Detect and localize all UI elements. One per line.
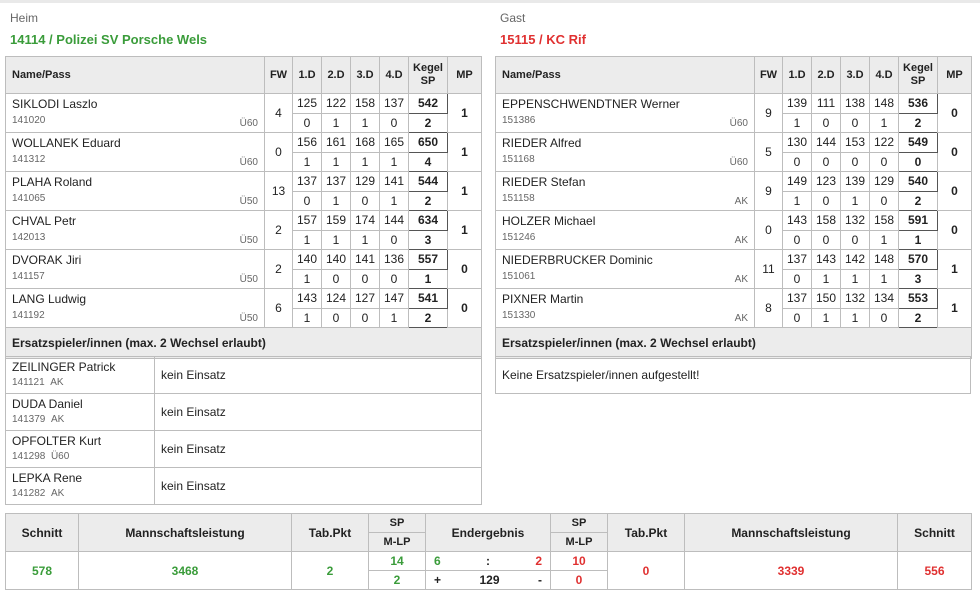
player-sp: 3	[899, 269, 938, 289]
player-lane-point: 1	[812, 269, 841, 289]
player-name-cell	[496, 211, 755, 250]
sub-name: OPFOLTER Kurt	[12, 434, 102, 448]
player-lane-point: 0	[870, 308, 899, 328]
home-mannschaft-value: 3468	[79, 552, 292, 590]
player-row	[496, 211, 972, 231]
endergebnis-label: Endergebnis	[426, 514, 551, 552]
player-lane-score: 148	[870, 94, 899, 114]
player-name-cell	[496, 172, 755, 211]
player-pass: 151158	[502, 193, 535, 204]
player-kegel: 540	[899, 172, 938, 192]
player-pass: 141192	[12, 310, 45, 321]
col-3d: 3.D	[351, 57, 380, 94]
player-pass: 151330	[502, 310, 536, 321]
col-kegel: Kegel	[413, 62, 443, 74]
player-lane-score: 140	[293, 250, 322, 270]
col-1d: 1.D	[783, 57, 812, 94]
player-fw: 11	[755, 250, 783, 289]
player-lane-point: 1	[351, 152, 380, 172]
player-lane-point: 0	[870, 152, 899, 172]
player-lane-point: 1	[783, 113, 812, 133]
player-name-cell	[6, 133, 265, 172]
player-lane-point: 0	[351, 308, 380, 328]
player-lane-point: 1	[812, 308, 841, 328]
player-lane-score: 156	[293, 133, 322, 153]
sub-name: DUDA Daniel	[12, 397, 83, 411]
player-lane-point: 1	[293, 308, 322, 328]
guest-players-table	[495, 56, 972, 359]
player-sp: 2	[899, 191, 938, 211]
player-lane-score: 139	[783, 94, 812, 114]
player-lane-score: 144	[812, 133, 841, 153]
player-kegel: 557	[409, 250, 448, 270]
home-schnitt-label: Schnitt	[6, 514, 79, 552]
player-kegel: 544	[409, 172, 448, 192]
col-fw: FW	[265, 57, 293, 94]
player-lane-point: 1	[351, 230, 380, 250]
player-lane-score: 150	[812, 289, 841, 309]
home-label: Heim	[10, 11, 39, 25]
guest-team-header	[500, 11, 586, 47]
endergebnis-diff	[426, 571, 551, 590]
player-fw: 8	[755, 289, 783, 328]
sub-pass-line	[12, 451, 148, 462]
player-row	[6, 133, 482, 153]
player-lane-point: 0	[812, 230, 841, 250]
player-name-cell	[6, 172, 265, 211]
top-divider	[0, 0, 980, 3]
guest-mlp-label: M-LP	[551, 533, 608, 552]
player-category: Ü60	[729, 118, 748, 129]
player-name: PIXNER Martin	[502, 292, 584, 306]
player-lane-point: 0	[812, 191, 841, 211]
sub-status: kein Einsatz	[155, 394, 482, 431]
player-sp: 2	[409, 191, 448, 211]
col-name-pass: Name/Pass	[496, 57, 755, 94]
player-category: Ü60	[239, 157, 258, 168]
summary-table	[5, 513, 972, 590]
player-lane-point: 0	[380, 113, 409, 133]
player-category: Ü60	[239, 118, 258, 129]
home-schnitt-value: 578	[6, 552, 79, 590]
sub-name-cell	[6, 468, 155, 505]
sub-name: LEPKA Rene	[12, 471, 83, 485]
sub-pass: 141121	[12, 377, 45, 388]
sub-category: Ü60	[50, 451, 70, 462]
player-fw: 0	[755, 211, 783, 250]
player-name-cell	[6, 94, 265, 133]
player-kegel: 541	[409, 289, 448, 309]
player-category: AK	[734, 274, 748, 285]
guest-tabpkt-value: 0	[608, 552, 685, 590]
player-sp: 0	[899, 152, 938, 172]
guest-schnitt-value: 556	[898, 552, 972, 590]
sub-status: kein Einsatz	[155, 431, 482, 468]
player-lane-score: 111	[812, 94, 841, 114]
player-mp: 0	[938, 133, 972, 172]
player-name: CHVAL Petr	[12, 214, 77, 228]
player-lane-score: 130	[783, 133, 812, 153]
player-name: DVORAK Jiri	[12, 253, 82, 267]
sub-row	[6, 394, 482, 431]
player-name: RIEDER Stefan	[502, 175, 586, 189]
guest-subs-empty: Keine Ersatzspieler/innen aufgestellt!	[495, 356, 971, 394]
player-lane-point: 1	[351, 113, 380, 133]
player-sp: 2	[409, 113, 448, 133]
player-category: AK	[734, 235, 748, 246]
player-lane-score: 125	[293, 94, 322, 114]
player-row	[496, 94, 972, 114]
col-mp: MP	[938, 57, 972, 94]
player-row	[6, 289, 482, 309]
player-lane-score: 144	[380, 211, 409, 231]
col-4d: 4.D	[380, 57, 409, 94]
player-lane-point: 1	[783, 191, 812, 211]
col-3d: 3.D	[841, 57, 870, 94]
player-sp: 2	[899, 308, 938, 328]
player-lane-point: 1	[293, 230, 322, 250]
sub-row	[6, 357, 482, 394]
player-kegel: 549	[899, 133, 938, 153]
home-subs-title: Ersatzspieler/innen (max. 2 Wechsel erlaubt)	[6, 328, 482, 359]
player-lane-score: 137	[783, 250, 812, 270]
player-lane-point: 0	[841, 230, 870, 250]
player-sp: 4	[409, 152, 448, 172]
player-pass: 142013	[12, 232, 46, 243]
player-lane-score: 132	[841, 289, 870, 309]
player-name: SIKLODI Laszlo	[12, 97, 98, 111]
sub-name-cell	[6, 394, 155, 431]
col-kegel: Kegel	[903, 62, 933, 74]
player-name: NIEDERBRUCKER Dominic	[502, 253, 653, 267]
sub-pass: 141379	[12, 414, 46, 425]
col-2d: 2.D	[812, 57, 841, 94]
player-pass: 141312	[12, 154, 46, 165]
player-lane-point: 1	[322, 230, 351, 250]
player-lane-point: 1	[841, 269, 870, 289]
col-fw: FW	[755, 57, 783, 94]
guest-subs-title: Ersatzspieler/innen (max. 2 Wechsel erlaubt)	[496, 328, 972, 359]
player-lane-point: 1	[322, 191, 351, 211]
player-mp: 0	[938, 94, 972, 133]
player-lane-point: 0	[783, 308, 812, 328]
player-sp: 1	[899, 230, 938, 250]
player-mp: 0	[938, 172, 972, 211]
player-lane-score: 122	[870, 133, 899, 153]
player-lane-point: 0	[293, 191, 322, 211]
player-row	[6, 172, 482, 192]
player-lane-score: 143	[812, 250, 841, 270]
sub-name-cell	[6, 431, 155, 468]
player-pass: 141157	[12, 271, 45, 282]
sub-pass-line	[12, 377, 148, 388]
col-name-pass: Name/Pass	[6, 57, 265, 94]
player-lane-point: 1	[841, 191, 870, 211]
sub-pass: 141282	[12, 488, 46, 499]
player-lane-point: 0	[380, 269, 409, 289]
player-row	[496, 250, 972, 270]
guest-team-name: 15115 / KC Rif	[500, 32, 586, 47]
player-lane-point: 0	[812, 113, 841, 133]
player-row	[496, 289, 972, 309]
player-name-cell	[496, 133, 755, 172]
player-lane-point: 1	[380, 308, 409, 328]
player-lane-score: 157	[293, 211, 322, 231]
player-kegel: 553	[899, 289, 938, 309]
player-lane-score: 137	[783, 289, 812, 309]
player-name-cell	[496, 94, 755, 133]
player-lane-point: 0	[783, 269, 812, 289]
guest-mlp-value: 0	[551, 571, 608, 590]
player-lane-score: 136	[380, 250, 409, 270]
player-lane-score: 122	[322, 94, 351, 114]
player-kegel: 570	[899, 250, 938, 270]
player-kegel: 650	[409, 133, 448, 153]
player-lane-point: 1	[293, 269, 322, 289]
player-lane-score: 158	[870, 211, 899, 231]
player-lane-score: 123	[812, 172, 841, 192]
player-name: EPPENSCHWENDTNER Werner	[502, 97, 680, 111]
player-lane-score: 140	[322, 250, 351, 270]
player-lane-score: 159	[322, 211, 351, 231]
player-fw: 2	[265, 250, 293, 289]
home-mlp-value: 2	[369, 571, 426, 590]
player-lane-point: 0	[322, 308, 351, 328]
home-team-header	[10, 11, 207, 47]
col-sp: SP	[420, 75, 436, 87]
player-category: AK	[734, 196, 748, 207]
end-home-value: 6	[434, 554, 441, 568]
player-fw: 9	[755, 94, 783, 133]
player-fw: 5	[755, 133, 783, 172]
player-mp: 0	[938, 211, 972, 250]
player-lane-score: 137	[293, 172, 322, 192]
player-lane-score: 143	[293, 289, 322, 309]
player-category: AK	[734, 313, 748, 324]
player-sp: 2	[409, 308, 448, 328]
player-lane-score: 134	[870, 289, 899, 309]
player-lane-score: 138	[841, 94, 870, 114]
col-4d: 4.D	[870, 57, 899, 94]
player-lane-point: 0	[322, 269, 351, 289]
sub-pass-line	[12, 414, 148, 425]
guest-sp-value: 10	[551, 552, 608, 571]
player-lane-point: 0	[783, 230, 812, 250]
player-pass: 151386	[502, 115, 536, 126]
endergebnis-score	[426, 552, 551, 571]
player-kegel: 634	[409, 211, 448, 231]
player-mp: 1	[938, 289, 972, 328]
player-lane-point: 1	[322, 113, 351, 133]
home-subs-table	[5, 356, 482, 505]
player-kegel: 536	[899, 94, 938, 114]
player-sp: 2	[899, 113, 938, 133]
player-lane-score: 137	[322, 172, 351, 192]
player-lane-score: 129	[351, 172, 380, 192]
player-fw: 4	[265, 94, 293, 133]
player-name-cell	[6, 250, 265, 289]
player-lane-score: 158	[812, 211, 841, 231]
home-tabpkt-value: 2	[292, 552, 369, 590]
col-kegel-sp	[899, 57, 938, 94]
player-category: Ü50	[239, 274, 258, 285]
sub-status: kein Einsatz	[155, 468, 482, 505]
player-category: Ü50	[239, 313, 258, 324]
player-lane-score: 139	[841, 172, 870, 192]
sub-pass-line	[12, 488, 148, 499]
player-sp: 3	[409, 230, 448, 250]
player-pass: 151246	[502, 232, 536, 243]
player-name: PLAHA Roland	[12, 175, 93, 189]
player-lane-point: 1	[293, 152, 322, 172]
player-lane-score: 124	[322, 289, 351, 309]
guest-mannschaft-value: 3339	[685, 552, 898, 590]
diff-minus: -	[537, 573, 542, 587]
sub-category: AK	[50, 377, 64, 388]
player-name-cell	[6, 289, 265, 328]
guest-tabpkt-label: Tab.Pkt	[608, 514, 685, 552]
player-lane-point: 0	[841, 152, 870, 172]
player-row	[6, 94, 482, 114]
player-lane-score: 132	[841, 211, 870, 231]
home-players-table	[5, 56, 482, 359]
player-lane-score: 137	[380, 94, 409, 114]
player-pass: 141020	[12, 115, 46, 126]
player-lane-score: 142	[841, 250, 870, 270]
player-lane-score: 141	[351, 250, 380, 270]
home-sp-value: 14	[369, 552, 426, 571]
player-row	[496, 133, 972, 153]
diff-plus: +	[434, 573, 442, 587]
player-lane-score: 161	[322, 133, 351, 153]
home-mlp-label: M-LP	[369, 533, 426, 552]
player-lane-score: 149	[783, 172, 812, 192]
home-mannschaft-label: Mannschaftsleistung	[79, 514, 292, 552]
player-lane-score: 174	[351, 211, 380, 231]
player-row	[6, 250, 482, 270]
sub-status: kein Einsatz	[155, 357, 482, 394]
sub-row	[6, 431, 482, 468]
player-mp: 0	[448, 250, 482, 289]
player-pass: 151168	[502, 154, 535, 165]
player-lane-point: 0	[380, 230, 409, 250]
player-name-cell	[6, 211, 265, 250]
player-lane-score: 158	[351, 94, 380, 114]
guest-schnitt-label: Schnitt	[898, 514, 972, 552]
col-sp: SP	[910, 75, 926, 87]
sub-name-cell	[6, 357, 155, 394]
player-lane-point: 1	[870, 113, 899, 133]
home-team-name: 14114 / Polizei SV Porsche Wels	[10, 32, 208, 47]
player-fw: 0	[265, 133, 293, 172]
player-name: LANG Ludwig	[12, 292, 87, 306]
player-mp: 1	[448, 211, 482, 250]
player-mp: 1	[938, 250, 972, 289]
player-lane-point: 1	[870, 269, 899, 289]
player-row	[496, 172, 972, 192]
player-name: RIEDER Alfred	[502, 136, 582, 150]
player-lane-score: 129	[870, 172, 899, 192]
player-row	[6, 211, 482, 231]
player-lane-point: 0	[812, 152, 841, 172]
player-fw: 13	[265, 172, 293, 211]
player-lane-point: 1	[380, 191, 409, 211]
player-pass: 141065	[12, 193, 46, 204]
col-mp: MP	[448, 57, 482, 94]
player-lane-score: 153	[841, 133, 870, 153]
col-2d: 2.D	[322, 57, 351, 94]
player-lane-point: 0	[783, 152, 812, 172]
player-pass: 151061	[502, 271, 536, 282]
guest-label: Gast	[500, 11, 526, 25]
sub-row	[6, 468, 482, 505]
player-lane-point: 0	[841, 113, 870, 133]
player-lane-point: 0	[870, 191, 899, 211]
player-sp: 1	[409, 269, 448, 289]
player-kegel: 591	[899, 211, 938, 231]
sub-category: AK	[50, 488, 65, 499]
player-lane-point: 0	[293, 113, 322, 133]
guest-mannschaft-label: Mannschaftsleistung	[685, 514, 898, 552]
end-separator: :	[486, 554, 490, 568]
player-category: Ü50	[239, 235, 258, 246]
home-sp-label: SP	[369, 514, 426, 533]
player-name-cell	[496, 250, 755, 289]
col-1d: 1.D	[293, 57, 322, 94]
player-mp: 1	[448, 94, 482, 133]
player-lane-point: 1	[380, 152, 409, 172]
player-name: HOLZER Michael	[502, 214, 596, 228]
player-fw: 2	[265, 211, 293, 250]
sub-category: AK	[50, 414, 65, 425]
guest-sp-label: SP	[551, 514, 608, 533]
player-kegel: 542	[409, 94, 448, 114]
player-lane-score: 168	[351, 133, 380, 153]
player-fw: 6	[265, 289, 293, 328]
sub-pass: 141298	[12, 451, 46, 462]
player-mp: 0	[448, 289, 482, 328]
player-lane-point: 0	[351, 191, 380, 211]
home-tabpkt-label: Tab.Pkt	[292, 514, 369, 552]
player-mp: 1	[448, 172, 482, 211]
player-lane-point: 1	[841, 308, 870, 328]
player-lane-point: 1	[322, 152, 351, 172]
player-lane-score: 148	[870, 250, 899, 270]
player-mp: 1	[448, 133, 482, 172]
player-lane-score: 127	[351, 289, 380, 309]
player-lane-point: 0	[351, 269, 380, 289]
player-lane-score: 141	[380, 172, 409, 192]
player-category: Ü60	[729, 157, 748, 168]
player-lane-point: 1	[870, 230, 899, 250]
player-name-cell	[496, 289, 755, 328]
player-lane-score: 165	[380, 133, 409, 153]
col-kegel-sp	[409, 57, 448, 94]
end-guest-value: 2	[535, 554, 542, 568]
player-fw: 9	[755, 172, 783, 211]
player-name: WOLLANEK Eduard	[12, 136, 121, 150]
player-category: Ü50	[239, 196, 258, 207]
player-lane-score: 143	[783, 211, 812, 231]
sub-name: ZEILINGER Patrick	[12, 360, 116, 374]
player-lane-score: 147	[380, 289, 409, 309]
diff-value: 129	[479, 573, 500, 587]
